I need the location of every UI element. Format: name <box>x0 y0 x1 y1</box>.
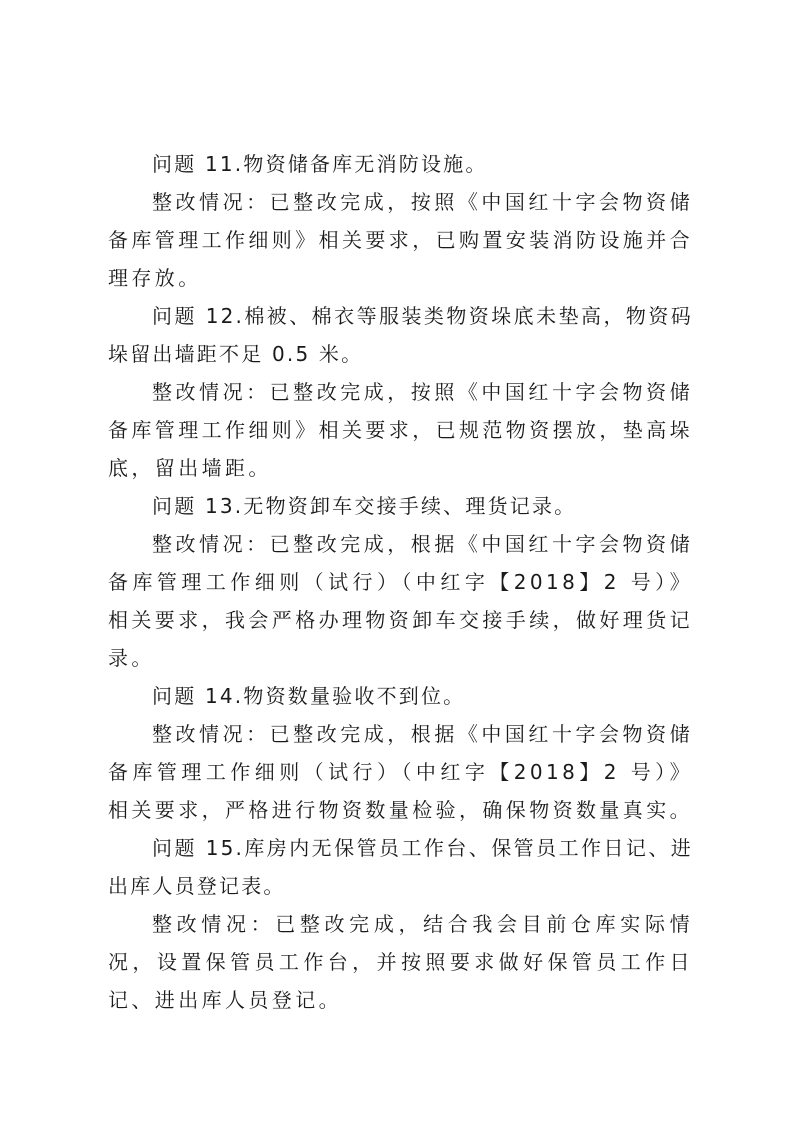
document-body <box>108 145 693 1019</box>
rectification-15-paragraph: 整改情况：已整改完成，结合我会目前仓库实际情况，设置保管员工作台，并按照要求做好保管员工作日记、进出库人员登记。 <box>108 912 693 1012</box>
rectification-12-paragraph: 整改情况：已整改完成，按照《中国红十字会物资储备库管理工作细则》相关要求，已规范物资摆放，垫高垛底，留出墙距。 <box>108 380 693 480</box>
rectification-14-paragraph: 整改情况：已整改完成，根据《中国红十字会物资储备库管理工作细则（试行）（中红字【2018】2 号）》相关要求，严格进行物资数量检验，确保物资数量真实。 <box>108 722 693 822</box>
issue-13-paragraph: 问题 13.无物资卸车交接手续、理货记录。 <box>152 494 577 518</box>
issue-15-paragraph: 问题 15.库房内无保管员工作台、保管员工作日记、进出库人员登记表。 <box>108 836 693 898</box>
rectification-13-paragraph: 整改情况：已整改完成，根据《中国红十字会物资储备库管理工作细则（试行）（中红字【2018】2 号）》相关要求，我会严格办理物资卸车交接手续，做好理货记录。 <box>108 532 693 670</box>
issue-11-paragraph: 问题 11.物资储备库无消防设施。 <box>152 152 488 176</box>
rectification-11-paragraph: 整改情况：已整改完成，按照《中国红十字会物资储备库管理工作细则》相关要求，已购置安装消防设施并合理存放。 <box>108 190 693 290</box>
issue-12-paragraph: 问题 12.棉被、棉衣等服装类物资垛底未垫高，物资码垛留出墙距不足 0.5 米。 <box>108 304 693 366</box>
issue-14-paragraph: 问题 14.物资数量验收不到位。 <box>152 684 466 708</box>
